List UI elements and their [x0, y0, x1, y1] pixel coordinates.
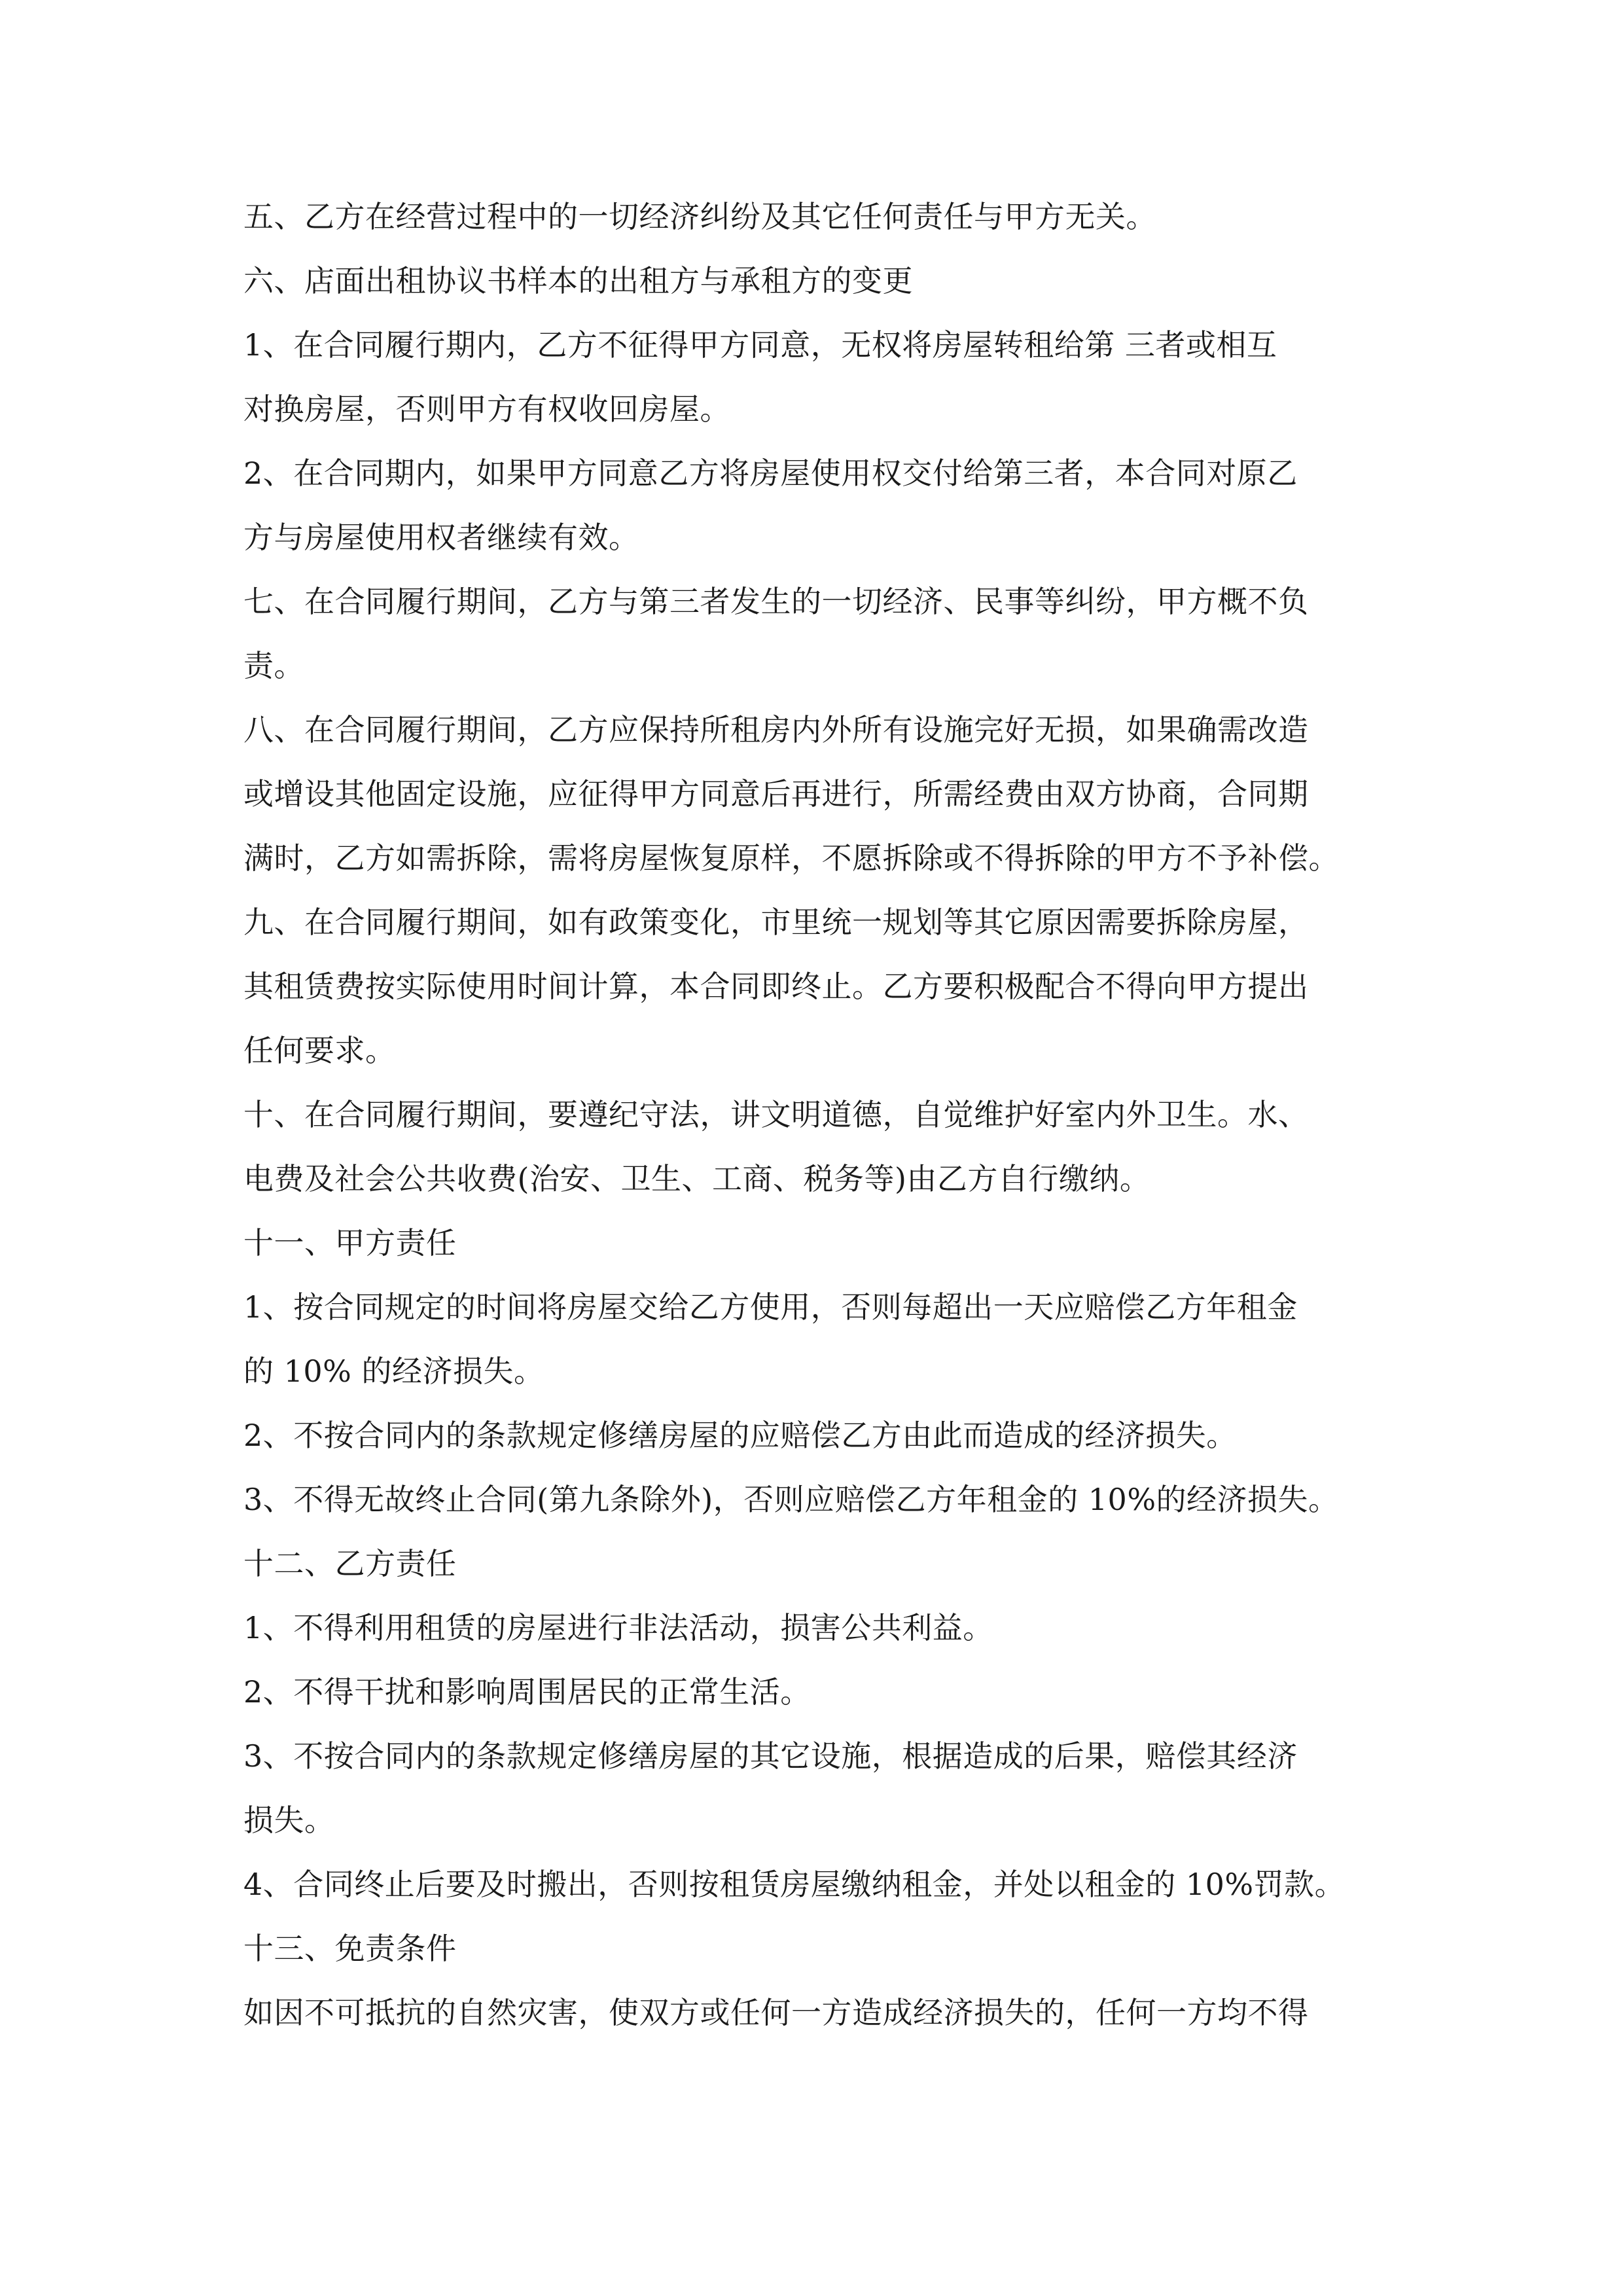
text-line: 3、不按合同内的条款规定修缮房屋的其它设施，根据造成的后果，赔偿其经济	[243, 1738, 1298, 1774]
text-line: 3、不得无故终止合同(第九条除外)，否则应赔偿乙方年租金的 10%的经济损失。	[243, 1482, 1339, 1517]
text-line: 2、不按合同内的条款规定修缮房屋的应赔偿乙方由此而造成的经济损失。	[243, 1418, 1237, 1453]
text-line: 八、在合同履行期间，乙方应保持所租房内外所有设施完好无损，如果确需改造	[243, 712, 1309, 747]
text-line: 十、在合同履行期间，要遵纪守法，讲文明道德，自觉维护好室内外卫生。水、	[243, 1097, 1309, 1132]
text-line: 十三、免责条件	[243, 1931, 457, 1966]
text-line: 4、合同终止后要及时搬出，否则按租赁房屋缴纳租金，并处以租金的 10%罚款。	[243, 1867, 1346, 1902]
text-line: 九、在合同履行期间，如有政策变化，市里统一规划等其它原因需要拆除房屋，	[243, 905, 1309, 940]
text-line: 其租赁费按实际使用时间计算，本合同即终止。乙方要积极配合不得向甲方提出	[243, 969, 1309, 1004]
text-line: 责。	[243, 648, 304, 683]
text-line: 任何要求。	[243, 1033, 396, 1068]
text-line: 损失。	[243, 1803, 335, 1838]
document-body	[243, 185, 1385, 2045]
text-line: 1、在合同履行期内，乙方不征得甲方同意，无权将房屋转租给第 三者或相互	[243, 327, 1277, 363]
text-line: 十二、乙方责任	[243, 1546, 457, 1581]
text-line: 对换房屋，否则甲方有权收回房屋。	[243, 391, 730, 427]
text-line: 方与房屋使用权者继续有效。	[243, 520, 639, 555]
text-line: 电费及社会公共收费(治安、卫生、工商、税务等)由乙方自行缴纳。	[243, 1161, 1150, 1196]
text-line: 五、乙方在经营过程中的一切经济纠纷及其它任何责任与甲方无关。	[243, 199, 1156, 234]
text-line: 满时，乙方如需拆除，需将房屋恢复原样，不愿拆除或不得拆除的甲方不予补偿。	[243, 840, 1339, 876]
text-line: 七、在合同履行期间，乙方与第三者发生的一切经济、民事等纠纷，甲方概不负	[243, 584, 1309, 619]
text-line: 2、不得干扰和影响周围居民的正常生活。	[243, 1674, 811, 1710]
text-line: 六、店面出租协议书样本的出租方与承租方的变更	[243, 263, 913, 298]
text-line: 1、不得利用租赁的房屋进行非法活动，损害公共利益。	[243, 1610, 993, 1645]
text-line: 如因不可抵抗的自然灾害，使双方或任何一方造成经济损失的，任何一方均不得	[243, 1995, 1309, 2030]
text-line: 1、按合同规定的时间将房屋交给乙方使用，否则每超出一天应赔偿乙方年租金	[243, 1289, 1298, 1325]
text-line: 十一、甲方责任	[243, 1225, 457, 1261]
text-line: 的 10% 的经济损失。	[243, 1354, 544, 1389]
text-line: 2、在合同期内，如果甲方同意乙方将房屋使用权交付给第三者，本合同对原乙	[243, 456, 1298, 491]
text-line: 或增设其他固定设施，应征得甲方同意后再进行，所需经费由双方协商，合同期	[243, 776, 1309, 812]
